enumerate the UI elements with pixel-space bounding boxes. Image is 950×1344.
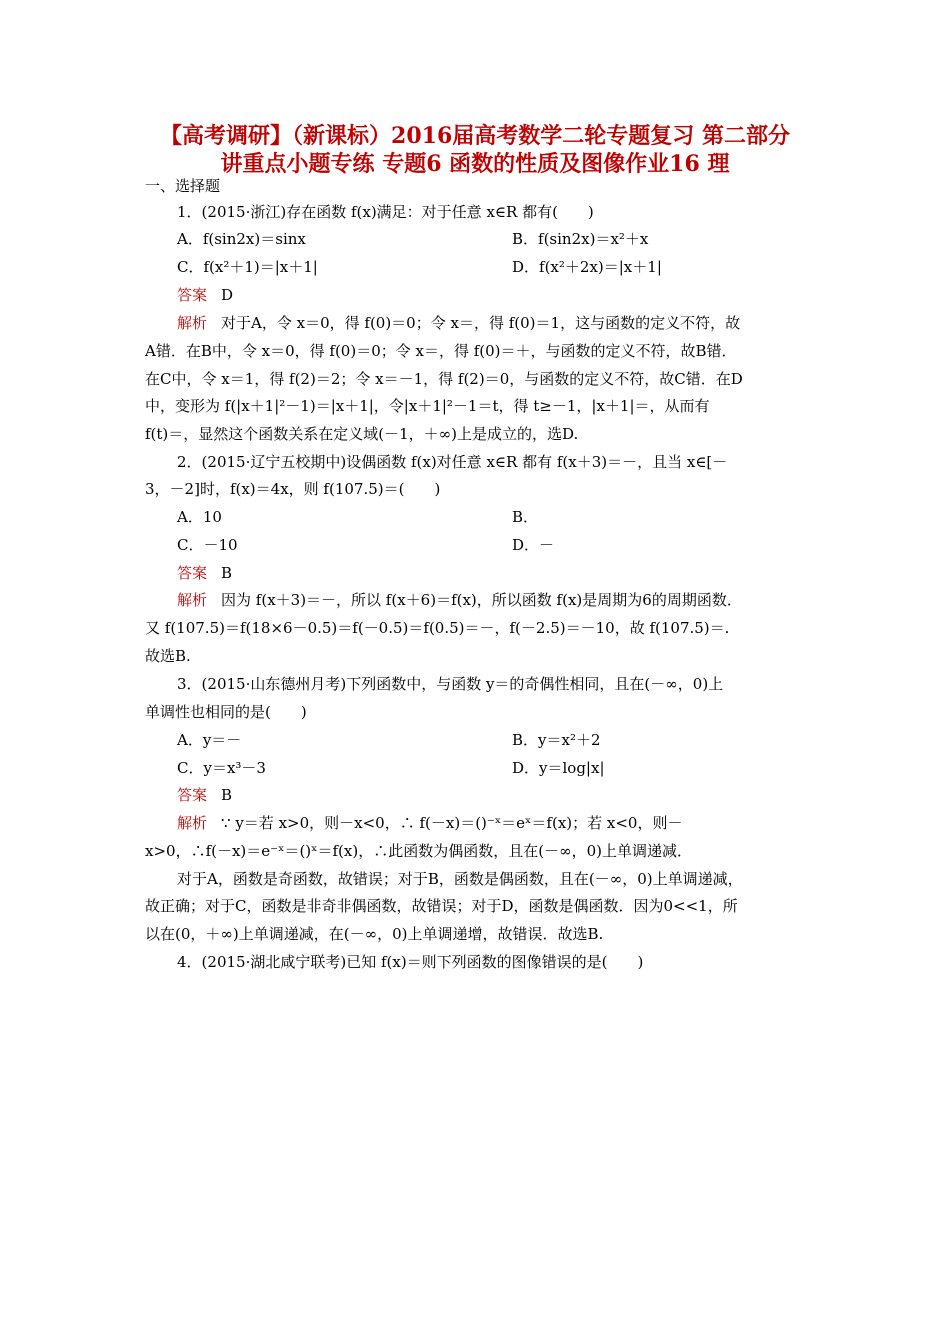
q3-analysis-4: 故正确；对于C，函数是非奇非偶函数，故错误；对于D，函数是偶函数．因为0<<1，所 (145, 897, 738, 915)
q3-answer (177, 785, 232, 805)
q3-analysis-3: 对于A，函数是奇函数，故错误；对于B，函数是偶函数，且在(－∞，0)上单调递减， (177, 870, 743, 888)
q2-stem-1: 2．(2015·辽宁五校期中)设偶函数 f(x)对任意 x∈R 都有 f(x＋3)＝－，且当 x∈[－ (177, 453, 728, 471)
q1-analysis-3: 在C中，令 x＝1，得 f(2)＝2；令 x＝－1，得 f(2)＝0，与函数的定义不符，故C错．在D (145, 370, 743, 388)
q1-option-b: B．f(sin2x)＝x²＋x (512, 230, 649, 248)
document-title-line-1: 【高考调研】（新课标）2016届高考数学二轮专题复习 第二部分 (160, 123, 790, 149)
q3-analysis-1 (177, 813, 682, 833)
q1-analysis-text-1: 对于A，令 x＝0，得 f(0)＝0；令 x＝，得 f(0)＝1，这与函数的定义不符，故 (221, 314, 741, 332)
q3-stem-2: 单调性也相同的是( ) (145, 703, 307, 721)
q4-stem: 4．(2015·湖北咸宁联考)已知 f(x)＝则下列函数的图像错误的是( ) (177, 953, 644, 971)
q2-analysis-2: 又 f(107.5)＝f(18×6－0.5)＝f(－0.5)＝f(0.5)＝－，f(－2.5)＝－10，故 f(107.5)＝. (145, 619, 730, 637)
q1-answer-value: D (221, 286, 234, 304)
q2-answer (177, 563, 232, 583)
q1-stem: 1．(2015·浙江)存在函数 f(x)满足：对于任意 x∈R 都有( ) (177, 203, 594, 221)
q2-stem-2: 3，－2]时，f(x)＝4x，则 f(107.5)＝( ) (145, 480, 441, 498)
q2-analysis-1 (177, 590, 742, 610)
q3-answer-value: B (221, 786, 233, 804)
q1-option-a: A．f(sin2x)＝sinx (177, 230, 306, 248)
q1-analysis-4: 中，变形为 f(|x＋1|²－1)＝|x＋1|，令|x＋1|²－1＝t，得 t≥－1，|x＋1|＝，从而有 (145, 397, 710, 415)
q2-option-b: B． (512, 508, 539, 526)
q1-analysis-2: A错．在B中，令 x＝0，得 f(0)＝0；令 x＝，得 f(0)＝＋，与函数的定义不符，故B错． (145, 342, 737, 360)
q1-analysis-1 (177, 313, 740, 333)
answer-label: 答案 (177, 786, 208, 804)
q1-option-d: D．f(x²＋2x)＝|x＋1| (512, 258, 662, 276)
q1-analysis-5: f(t)＝，显然这个函数关系在定义域(－1，＋∞)上是成立的，选D. (145, 425, 579, 443)
analysis-label: 解析 (177, 591, 208, 609)
q1-option-c: C．f(x²＋1)＝|x＋1| (177, 258, 318, 276)
q3-option-a: A．y＝－ (177, 731, 242, 749)
q2-option-d: D．－ (512, 536, 555, 554)
q3-analysis-5: 以在(0，＋∞)上单调递减，在(－∞，0)上单调递增，故错误．故选B. (145, 925, 604, 943)
section-heading: 一、选择题 (145, 177, 221, 195)
q3-option-d: D．y＝log|x| (512, 759, 605, 777)
q3-option-c: C．y＝x³－3 (177, 759, 266, 777)
q3-analysis-2: x>0，∴f(－x)＝e⁻ˣ＝()ˣ＝f(x)，∴此函数为偶函数，且在(－∞，0)上单调递减． (145, 842, 692, 860)
answer-label: 答案 (177, 564, 208, 582)
q3-stem-1: 3．(2015·山东德州月考)下列函数中，与函数 y＝的奇偶性相同，且在(－∞，0)上 (177, 675, 724, 693)
analysis-label: 解析 (177, 314, 208, 332)
analysis-label: 解析 (177, 814, 208, 832)
document-title-line-2: 讲重点小题专练 专题6 函数的性质及图像作业16 理 (220, 151, 730, 177)
q1-answer (177, 285, 233, 305)
q2-analysis-text-1: 因为 f(x＋3)＝－，所以 f(x＋6)＝f(x)，所以函数 f(x)是周期为6的周期函数． (221, 591, 742, 609)
q2-option-a: A．10 (177, 508, 222, 526)
q2-option-c: C．－10 (177, 536, 238, 554)
q3-analysis-text-1: ∵ y＝若 x>0，则－x<0，∴ f(－x)＝()⁻ˣ＝eˣ＝f(x)；若 x<0，则－ (221, 814, 683, 832)
answer-label: 答案 (177, 286, 208, 304)
q2-analysis-3: 故选B. (145, 647, 191, 665)
q3-option-b: B．y＝x²＋2 (512, 731, 601, 749)
q2-answer-value: B (221, 564, 233, 582)
